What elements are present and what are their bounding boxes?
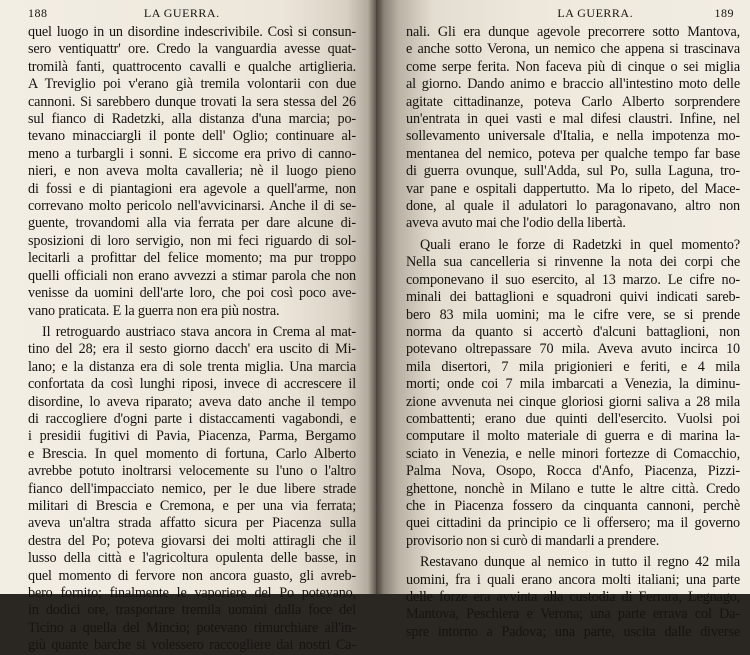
text-line: giù quante barche si volessero raccogliere dai nostri Ca-: [28, 637, 356, 654]
text-line: norma da quanto si accertò d'alcuni battaglioni, non: [406, 323, 740, 340]
text-line: aveva un'altra strada affatto sicura per Piacenza sulla: [28, 515, 356, 532]
text-line: bero 83 mila uomini; ma le cifre vere, se si prende: [406, 306, 740, 323]
text-line: e anche sotto Verona, un nemico che appena si trascinava: [406, 41, 740, 58]
text-line: Palma Nova, Osopo, Rocca d'Anfo, Piacenza, Pizzi-: [406, 463, 740, 480]
body-text: [406, 24, 740, 641]
text-line: Nella sua cancelleria si rinvenne la nota dei corpi che: [406, 254, 740, 271]
text-line: ghettone, nonchè in Milano e tutte le altre città. Credo: [406, 480, 740, 497]
text-line: cannoni. Si sarebbero dunque trovati la sera stessa del 26: [28, 93, 356, 110]
paragraph: [406, 24, 740, 233]
running-title: LA GUERRA.: [557, 6, 634, 20]
text-line: Restavano dunque al nemico in tutto il regno 42 mila: [420, 554, 740, 571]
page-number: 188: [28, 6, 48, 20]
text-line: mila disertori, 7 mila prigionieri e feriti, e 4 mila: [406, 358, 740, 375]
body-text: [28, 24, 356, 655]
text-line: un'entrata in quei vasti e mal difesi claustri. Infine, nel: [406, 111, 740, 128]
text-line: di raccogliere d'ogni parte i distaccamenti vagabondi, e: [28, 410, 356, 427]
text-line: guente, trovandomi alla via ferrata per dare alcune di-: [28, 215, 356, 232]
paragraph: [406, 554, 740, 641]
text-line: meno a turbargli i sonni. E siccome era privo di canno-: [28, 145, 356, 162]
text-line: minali dei battaglioni e squadroni quivi indicati sareb-: [406, 289, 740, 306]
text-line: spre intorno a Padova; una parte, uscita dalle diverse: [406, 623, 740, 640]
text-line: in dodici ore, trasportare tremila uomini dalla foce del: [28, 602, 356, 619]
text-line: lecitarli a profittar del felice momento; ma pur troppo: [28, 250, 356, 267]
text-line: sposizioni di loro servigio, non mi feci riguardo di sol-: [28, 232, 356, 249]
text-line: quel luogo in un disordine indescrivibile. Così si consun-: [28, 24, 356, 40]
text-line: delle forze era avvinta alla custodia di Ferrara, Legnago,: [406, 589, 740, 605]
paragraph: [28, 24, 356, 320]
running-title: LA GUERRA.: [143, 6, 220, 20]
text-line: Il retroguardo austriaco stava ancora in Crema al mat-: [42, 323, 356, 340]
text-line: nali. Gli era dunque agevole precorrere sotto Mantova,: [406, 24, 740, 40]
text-line: Mantova, Peschiera e Verona; una parte errava col Da-: [406, 606, 740, 623]
text-line: confortata da così lunghi riposi, invece di accrescere il: [28, 376, 356, 393]
text-line: quei cittadini da principio ce li offersero; ma il governo: [406, 515, 740, 532]
text-line: potevano oltrepassare 70 mila. Aveva avuto incirca 10: [406, 341, 740, 358]
text-line: lano; e la distanza era di sole trenta miglia. Una marcia: [28, 358, 356, 375]
text-line: var pane e ospitali dappertutto. Ma lo ripeto, del Mace-: [406, 180, 740, 197]
text-line: sero ventiquattr' ore. Credo la vanguardia avesse quat-: [28, 41, 356, 58]
text-line: di fossi e di piantagioni era agevole a quell'arme, non: [28, 180, 356, 197]
text-line: disordine, lo aveva riparato; aveva dato anche il tempo: [28, 393, 356, 410]
text-line: tevano minacciargli il ponte dell' Oglio; continuare al-: [28, 128, 356, 145]
text-line: quelli officiali non erano avvezzi a stimar parola che non: [28, 267, 356, 284]
text-line: A Treviglio poi v'erano già tremila volontarii con due: [28, 76, 356, 93]
text-line: quel momento di fervore non ancora guasto, gli avreb-: [28, 567, 356, 584]
text-line: tromilà fanti, quattrocento cavalli e qualche artiglieria.: [28, 58, 356, 75]
text-line: e Brescia. In quel momento di fortuna, Carlo Alberto: [28, 445, 356, 462]
text-line: avrebbe potuto inoltrarsi velocemente su l'uno o l'altro: [28, 463, 356, 480]
text-line: zione avvenuta nei cinque gloriosi giorni saliva a 28 mila: [406, 393, 740, 410]
text-line: provisorio non si curò di mandarli a prendere.: [406, 532, 660, 549]
text-line: destra del Po; poteva giovarsi dei molti attiragli che il: [28, 532, 356, 549]
page-number: 189: [714, 6, 734, 20]
text-line: vano praticata. E la guerra non era più nostra.: [28, 302, 280, 319]
text-line: i presidii fugitivi di Pavia, Piacenza, Parma, Bergamo: [28, 428, 356, 445]
right-page: [376, 0, 750, 640]
text-line: agitate cittadinanze, poteva Carlo Alberto sorprendere: [406, 93, 740, 110]
text-line: morti; onde coi 7 mila imbarcati a Venezia, la diminu-: [406, 376, 740, 393]
text-line: correvano molto pericolo nell'avvicinarsi. Anche il di se-: [28, 198, 356, 215]
text-line: Quali erano le forze di Radetzki in quel momento?: [420, 236, 740, 253]
text-line: come serpe ferita. Non faceva più di cinque o sei miglia: [406, 58, 740, 75]
text-line: nieri, e non aveva molta cavalleria; nè il luogo pieno: [28, 163, 356, 180]
text-line: Ticino a quella del Mincio; potevano rimurchiare all'in-: [28, 619, 356, 636]
text-line: sul fianco di Radetzki, alla distanza d'una marcia; po-: [28, 111, 356, 128]
text-line: done, al quale il adulatori lo paragonavano, altro non: [406, 198, 740, 215]
text-line: combattenti; erano due quinti dell'esercito. Vuolsi poi: [406, 410, 740, 427]
text-line: fianco dell'impacciato nemico, per le due libere strade: [28, 480, 356, 497]
running-head: [28, 6, 356, 22]
text-line: sciato in Venezia, e nelle minori fortezze di Comacchio,: [406, 445, 740, 462]
text-line: sollevamento universale d'Italia, e nella impotenza mo-: [406, 128, 740, 145]
paragraph: [28, 324, 356, 655]
text-line: mentanea del nemico, poteva per qualche tempo far base: [406, 145, 740, 162]
text-line: bero fornito; finalmente le vaporiere del Po potevano,: [28, 585, 356, 601]
book-gutter: [368, 0, 384, 594]
running-head: [406, 6, 740, 22]
text-line: che in Piacenza fossero da cinquanta cannoni, perchè: [406, 497, 740, 514]
text-line: venisse da uomini dell'arte loro, che poi così poco ave-: [28, 285, 356, 302]
text-line: uomini, fra i quali erano ancora molti italiani; una parte: [406, 571, 740, 588]
text-line: lusso della città e l'agricoltura opulenta delle basse, in: [28, 550, 356, 567]
text-line: militari di Brescia e Cremona, e per una via ferrata;: [28, 497, 356, 514]
text-line: al giorno. Dando animo e braccio all'intestino moto delle: [406, 76, 740, 93]
text-line: aveva avuto mai che l'odio della libertà.: [406, 215, 626, 232]
text-line: tino del 28; era il sesto giorno dacch' era uscito di Mi-: [28, 341, 356, 358]
text-line: componevano il suo esercito, al 13 marzo. Le cifre no-: [406, 271, 740, 288]
paragraph: [406, 237, 740, 550]
text-line: di guerra ovunque, sull'Adda, sul Po, sulla Laguna, tro-: [406, 163, 740, 180]
text-line: computare il molto materiale di guerra e di marina la-: [406, 428, 740, 445]
